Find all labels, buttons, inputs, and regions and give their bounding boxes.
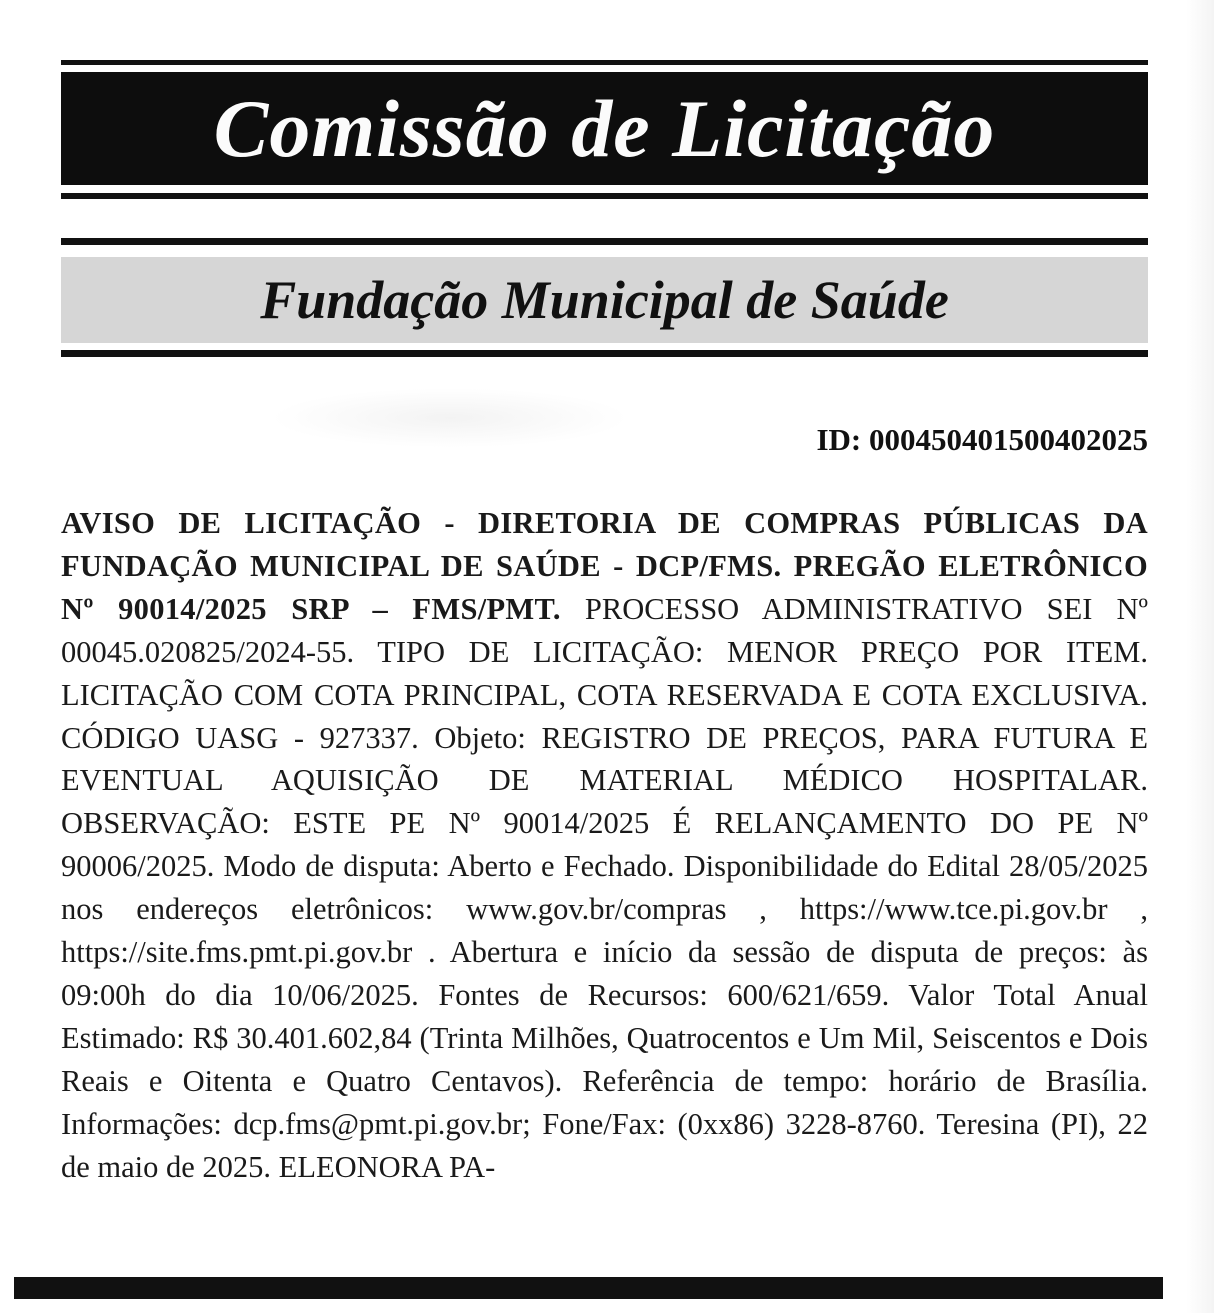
page-title bbox=[61, 72, 1148, 185]
page-edge-shadow bbox=[1186, 0, 1214, 1313]
title-rule-bottom bbox=[61, 193, 1148, 199]
notice-body bbox=[61, 502, 1148, 1189]
bottom-rule bbox=[14, 1277, 1163, 1299]
notice-heading: AVISO DE LICITAÇÃO - DIRETORIA DE COMPRAS PÚBLICAS DA FUNDAÇÃO MUNICIPAL DE SAÚDE - DCP/FMS. PREGÃO ELETRÔNICO Nº 90014/2025 SRP – FMS/PMT. bbox=[61, 506, 1148, 626]
scan-smudge bbox=[270, 388, 630, 448]
section-subtitle bbox=[61, 257, 1148, 343]
top-rule-thin bbox=[61, 60, 1148, 65]
subtitle-rule-bottom bbox=[61, 350, 1148, 357]
document-id: ID: 0004504015004020​25 bbox=[816, 422, 1148, 457]
section-subtitle-text: Fundação Municipal de Saúde bbox=[260, 270, 949, 330]
notice-text: PROCESSO ADMINISTRATIVO SEI Nº 00045.020825/2024-55. TIPO DE LICITAÇÃO: MENOR PREÇO POR ITEM. LICITAÇÃO COM COTA PRINCIPAL, COTA RESERVADA E COTA EXCLUSIVA. CÓDIGO UASG - 927337. Objeto: REGISTRO DE PREÇOS, PARA FUTURA E EVENTUAL AQUISIÇÃO DE MATERIAL MÉDICO HOSPITALAR. OBSERVAÇÃO: ESTE PE Nº 90014/2025 É RELANÇAMENTO DO PE Nº 90006/2025. Modo de disputa: Aberto e Fechado. Disponibilidade do Edital 28/05/2025 nos endereços eletrônicos: www.gov.br/compras , https://www.tce.pi.gov.br , https://site.fms.pmt.pi.gov.br . Abertura e início da sessão de disputa de preços: às 09:00h do dia 10/06/2025. Fontes de Recursos: 600/621/659. Valor Total Anual Estimado: R$ 30.401.602,84 (Trinta Milhões, Quatrocentos e Um Mil, Seiscentos e Dois Reais e Oitenta e Quatro Centavos). Referência de tempo: horário de Brasília. Informações: dcp.fms@pmt.pi.gov.br; Fone/Fax: (0xx86) 3228-8760. Teresina (PI), 22 de maio de 2025. ELEONORA PA- bbox=[61, 591, 1148, 1184]
subtitle-rule-top bbox=[61, 238, 1148, 245]
page-title-text: Comissão de Licitação bbox=[213, 82, 996, 174]
